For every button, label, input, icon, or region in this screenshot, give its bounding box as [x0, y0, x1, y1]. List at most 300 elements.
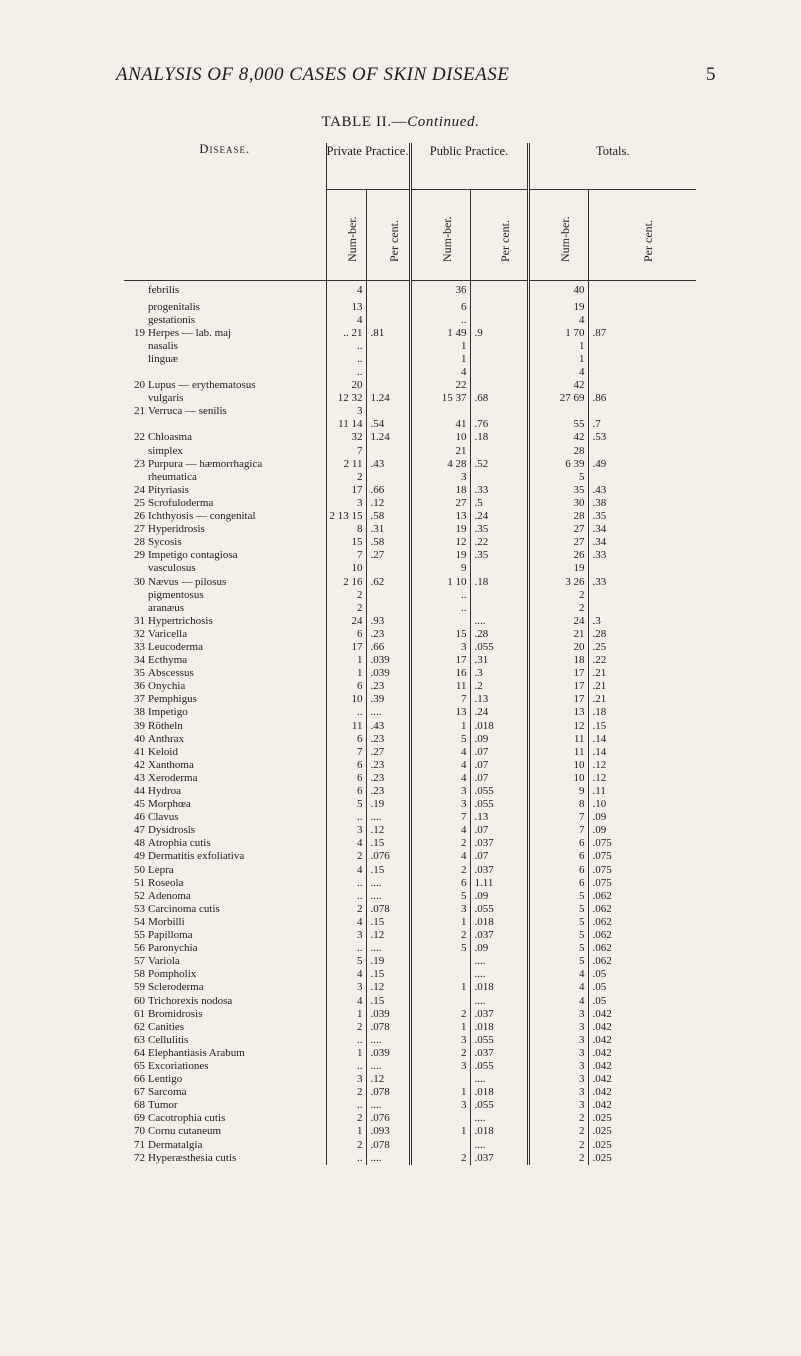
totals-percent: .34: [588, 523, 696, 536]
public-percent: .68: [470, 392, 528, 405]
private-percent: .81: [366, 327, 410, 340]
public-percent: [470, 340, 528, 353]
public-number: 18: [410, 484, 470, 497]
table-row: [124, 628, 696, 641]
disease-name: Keloid: [148, 745, 178, 758]
public-number: 5: [410, 942, 470, 955]
row-number: 37: [134, 693, 145, 706]
disease-name: Papilloma: [148, 929, 193, 942]
private-number: 7: [326, 445, 366, 458]
public-number: 13: [410, 510, 470, 523]
header-totals: Totals.: [528, 143, 696, 190]
public-percent: ....: [470, 994, 528, 1007]
public-number: [410, 405, 470, 418]
totals-percent: [588, 562, 696, 575]
disease-name: Abscessus: [148, 667, 194, 680]
table-row: [124, 562, 696, 575]
row-number: [124, 602, 148, 615]
disease-name: vasculosus: [148, 562, 196, 575]
disease-name: Varicella: [148, 627, 188, 640]
disease-name: Variola: [148, 955, 180, 968]
public-percent: .18: [470, 575, 528, 588]
private-number: ..: [326, 942, 366, 955]
private-number: 24: [326, 615, 366, 628]
table-row: [124, 824, 696, 837]
totals-percent: [588, 471, 696, 484]
private-percent: ....: [366, 706, 410, 719]
private-percent: .12: [366, 981, 410, 994]
totals-number: 28: [528, 445, 588, 458]
disease-name: Excoriationes: [148, 1059, 209, 1072]
table-row: [124, 471, 696, 484]
public-number: 4: [410, 746, 470, 759]
public-number: 3: [410, 785, 470, 798]
public-percent: .055: [470, 1099, 528, 1112]
disease-name: Lentigo: [148, 1073, 183, 1086]
row-number: 64: [134, 1046, 145, 1059]
header-public-percent: Per cent.: [470, 190, 528, 281]
totals-number: 3 26: [528, 575, 588, 588]
table-row: [124, 942, 696, 955]
disease-name: Roseola: [148, 876, 184, 889]
table-row: [124, 1034, 696, 1047]
header-disease: Disease.: [124, 143, 326, 281]
table-row: [124, 981, 696, 994]
private-number: 1: [326, 1047, 366, 1060]
disease-name: Herpes — lab. maj: [148, 326, 232, 339]
disease-name: Chloasma: [148, 431, 192, 444]
public-percent: .09: [470, 942, 528, 955]
private-percent: .076: [366, 850, 410, 863]
table-row: [124, 680, 696, 693]
private-percent: .23: [366, 733, 410, 746]
public-number: ..: [410, 602, 470, 615]
totals-number: 28: [528, 510, 588, 523]
disease-table: [124, 143, 696, 1165]
row-number: [124, 392, 148, 405]
disease-name: Dysidrosis: [148, 824, 196, 837]
public-number: [410, 994, 470, 1007]
totals-percent: .09: [588, 824, 696, 837]
private-number: 4: [326, 281, 366, 301]
disease-name: Purpura — hæmorrhagica: [148, 457, 263, 470]
totals-number: 7: [528, 811, 588, 824]
public-percent: .07: [470, 850, 528, 863]
totals-percent: .86: [588, 392, 696, 405]
totals-percent: .075: [588, 850, 696, 863]
row-number: 20: [134, 379, 145, 392]
disease-name: Hydroa: [148, 785, 181, 798]
row-number: [124, 353, 148, 366]
private-number: 1: [326, 654, 366, 667]
row-number: 35: [134, 667, 145, 680]
private-number: 3: [326, 929, 366, 942]
totals-number: 1 70: [528, 327, 588, 340]
public-number: 15 37: [410, 392, 470, 405]
totals-number: 17: [528, 680, 588, 693]
private-percent: [366, 379, 410, 392]
totals-percent: .025: [588, 1112, 696, 1125]
table-row: [124, 379, 696, 392]
public-number: 2: [410, 1047, 470, 1060]
header-totals-number: Num-ber.: [528, 190, 588, 281]
totals-percent: .38: [588, 497, 696, 510]
public-percent: [470, 314, 528, 327]
public-percent: [470, 301, 528, 314]
disease-name: Rötheln: [148, 719, 183, 732]
public-percent: [470, 589, 528, 602]
row-number: 67: [134, 1086, 145, 1099]
totals-number: 3: [528, 1060, 588, 1073]
private-percent: [366, 366, 410, 379]
row-number: [124, 366, 148, 379]
private-percent: .43: [366, 720, 410, 733]
totals-percent: .15: [588, 720, 696, 733]
row-number: 65: [134, 1059, 145, 1072]
public-number: [410, 968, 470, 981]
row-number: 23: [134, 457, 145, 470]
header-private: Private Practice.: [326, 143, 410, 190]
private-number: 2: [326, 1139, 366, 1152]
private-number: 2: [326, 1086, 366, 1099]
totals-number: 12: [528, 720, 588, 733]
table-row: [124, 1112, 696, 1125]
table-row: [124, 811, 696, 824]
totals-number: 9: [528, 785, 588, 798]
table-row: [124, 877, 696, 890]
disease-name: Scleroderma: [148, 981, 204, 994]
public-percent: ....: [470, 955, 528, 968]
row-number: [124, 314, 148, 327]
row-number: 28: [134, 536, 145, 549]
disease-name: Hyperæsthesia cutis: [148, 1151, 237, 1164]
private-percent: .15: [366, 994, 410, 1007]
totals-number: 3: [528, 1008, 588, 1021]
row-number: 22: [134, 431, 145, 444]
table-row: [124, 785, 696, 798]
totals-number: 6 39: [528, 458, 588, 471]
table-row: [124, 431, 696, 444]
public-percent: .9: [470, 327, 528, 340]
private-number: 10: [326, 562, 366, 575]
disease-name: Atrophia cutis: [148, 837, 211, 850]
row-number: 32: [134, 627, 145, 640]
public-percent: .09: [470, 733, 528, 746]
public-percent: .018: [470, 720, 528, 733]
public-number: 1: [410, 1125, 470, 1138]
disease-name: Nævus — pilosus: [148, 575, 227, 588]
disease-name: Tumor: [148, 1099, 178, 1112]
disease-name: Xeroderma: [148, 771, 198, 784]
public-number: 6: [410, 877, 470, 890]
row-number: [124, 340, 148, 353]
totals-number: 2: [528, 589, 588, 602]
totals-percent: .7: [588, 418, 696, 431]
totals-percent: .11: [588, 785, 696, 798]
totals-number: 4: [528, 314, 588, 327]
private-percent: .039: [366, 667, 410, 680]
totals-number: 42: [528, 431, 588, 444]
public-percent: .018: [470, 1125, 528, 1138]
private-percent: ....: [366, 811, 410, 824]
disease-name: Anthrax: [148, 732, 185, 745]
table-row: [124, 850, 696, 863]
row-number: 40: [134, 732, 145, 745]
table-row: [124, 327, 696, 340]
public-percent: .037: [470, 929, 528, 942]
private-number: ..: [326, 706, 366, 719]
public-percent: .3: [470, 667, 528, 680]
public-number: 21: [410, 445, 470, 458]
disease-name: Dermatalgia: [148, 1138, 203, 1151]
private-percent: [366, 562, 410, 575]
totals-number: 4: [528, 366, 588, 379]
table-row: [124, 1125, 696, 1138]
private-percent: .43: [366, 458, 410, 471]
disease-name: rheumatica: [148, 470, 197, 483]
disease-name: [148, 418, 326, 431]
row-number: 46: [134, 811, 145, 824]
totals-percent: .21: [588, 680, 696, 693]
row-number: [124, 301, 148, 314]
public-number: 15: [410, 628, 470, 641]
totals-percent: .05: [588, 981, 696, 994]
private-percent: .078: [366, 1139, 410, 1152]
table-row: [124, 366, 696, 379]
row-number: [124, 589, 148, 602]
row-number: 50: [134, 863, 145, 876]
disease-name: Elephantiasis Arabum: [148, 1046, 245, 1059]
table-row: [124, 955, 696, 968]
disease-name: Sycosis: [148, 536, 182, 549]
row-number: 62: [134, 1020, 145, 1033]
public-percent: .2: [470, 680, 528, 693]
private-percent: [366, 405, 410, 418]
row-number: [124, 445, 148, 458]
table-row: [124, 733, 696, 746]
disease-name: Canities: [148, 1020, 185, 1033]
public-number: 3: [410, 1099, 470, 1112]
private-number: 8: [326, 523, 366, 536]
row-number: 63: [134, 1033, 145, 1046]
private-percent: .66: [366, 484, 410, 497]
public-percent: .055: [470, 1060, 528, 1073]
public-number: 16: [410, 667, 470, 680]
public-number: 4: [410, 772, 470, 785]
disease-name: Paronychia: [148, 942, 198, 955]
public-number: ..: [410, 314, 470, 327]
private-percent: .039: [366, 654, 410, 667]
totals-number: 5: [528, 890, 588, 903]
disease-name: simplex: [148, 444, 183, 457]
totals-percent: .18: [588, 706, 696, 719]
private-number: ..: [326, 353, 366, 366]
public-percent: ....: [470, 615, 528, 628]
table-row: [124, 589, 696, 602]
private-number: 2: [326, 589, 366, 602]
public-number: 2: [410, 929, 470, 942]
totals-percent: .33: [588, 575, 696, 588]
totals-number: 27 69: [528, 392, 588, 405]
disease-name: Cornu cutaneum: [148, 1125, 222, 1138]
table-row: [124, 353, 696, 366]
public-percent: ....: [470, 968, 528, 981]
private-percent: .078: [366, 903, 410, 916]
disease-name: Bromidrosis: [148, 1007, 203, 1020]
public-percent: .055: [470, 641, 528, 654]
totals-percent: .042: [588, 1073, 696, 1086]
totals-percent: .062: [588, 942, 696, 955]
public-percent: .037: [470, 1152, 528, 1165]
public-percent: .018: [470, 1086, 528, 1099]
row-number: 54: [134, 915, 145, 928]
disease-name: Cacotrophia cutis: [148, 1112, 226, 1125]
row-number: 41: [134, 745, 145, 758]
private-number: 10: [326, 693, 366, 706]
public-percent: .52: [470, 458, 528, 471]
public-number: 1: [410, 720, 470, 733]
running-head: [116, 64, 716, 86]
private-number: 2: [326, 602, 366, 615]
public-percent: .33: [470, 484, 528, 497]
public-percent: .18: [470, 431, 528, 444]
private-percent: 1.24: [366, 431, 410, 444]
public-number: 6: [410, 301, 470, 314]
private-percent: ....: [366, 1034, 410, 1047]
totals-number: 13: [528, 706, 588, 719]
totals-percent: .042: [588, 1060, 696, 1073]
public-percent: .037: [470, 1047, 528, 1060]
totals-number: 5: [528, 929, 588, 942]
disease-name: nasalis: [148, 339, 178, 352]
totals-percent: .49: [588, 458, 696, 471]
caption-suffix: Continued.: [407, 114, 480, 130]
public-percent: .037: [470, 837, 528, 850]
table-row: [124, 903, 696, 916]
header-private-number: Num-ber.: [326, 190, 366, 281]
row-number: 69: [134, 1112, 145, 1125]
totals-number: 26: [528, 549, 588, 562]
totals-percent: .14: [588, 746, 696, 759]
totals-percent: .28: [588, 628, 696, 641]
totals-number: 3: [528, 1047, 588, 1060]
totals-percent: .042: [588, 1034, 696, 1047]
public-percent: ....: [470, 1112, 528, 1125]
public-number: [410, 955, 470, 968]
row-number: 39: [134, 719, 145, 732]
private-percent: .19: [366, 798, 410, 811]
private-percent: .27: [366, 746, 410, 759]
row-number: 31: [134, 614, 145, 627]
table-row: [124, 1073, 696, 1086]
public-percent: .037: [470, 864, 528, 877]
private-percent: [366, 353, 410, 366]
disease-name: Clavus: [148, 811, 179, 824]
private-number: 7: [326, 746, 366, 759]
disease-name: pigmentosus: [148, 588, 204, 601]
public-percent: .24: [470, 510, 528, 523]
totals-number: 10: [528, 772, 588, 785]
public-number: 41: [410, 418, 470, 431]
row-number: 60: [134, 994, 145, 1007]
private-number: ..: [326, 890, 366, 903]
public-number: [410, 1139, 470, 1152]
table-row: [124, 641, 696, 654]
totals-number: 3: [528, 1099, 588, 1112]
totals-number: 4: [528, 994, 588, 1007]
private-percent: .39: [366, 693, 410, 706]
totals-percent: .025: [588, 1125, 696, 1138]
public-number: 2: [410, 1152, 470, 1165]
private-number: ..: [326, 366, 366, 379]
private-percent: .039: [366, 1047, 410, 1060]
totals-percent: .075: [588, 864, 696, 877]
totals-number: 11: [528, 733, 588, 746]
header-private-percent: Per cent.: [366, 190, 410, 281]
totals-percent: .062: [588, 929, 696, 942]
totals-number: 40: [528, 281, 588, 301]
private-percent: .039: [366, 1008, 410, 1021]
private-number: 1: [326, 667, 366, 680]
private-number: 2: [326, 1021, 366, 1034]
totals-percent: [588, 281, 696, 301]
row-number: 30: [134, 575, 145, 588]
table-row: [124, 890, 696, 903]
disease-name: Onychia: [148, 680, 186, 693]
private-number: 4: [326, 314, 366, 327]
totals-percent: [588, 314, 696, 327]
public-percent: .018: [470, 1021, 528, 1034]
private-percent: .58: [366, 536, 410, 549]
table-row: [124, 1152, 696, 1165]
private-number: 11: [326, 720, 366, 733]
private-percent: .12: [366, 497, 410, 510]
private-number: .. 21: [326, 327, 366, 340]
private-percent: .12: [366, 929, 410, 942]
private-number: ..: [326, 1152, 366, 1165]
disease-name: Xanthoma: [148, 758, 194, 771]
private-number: 1: [326, 1125, 366, 1138]
public-number: 1: [410, 340, 470, 353]
row-number: [124, 281, 148, 301]
table-row: [124, 654, 696, 667]
totals-number: 5: [528, 942, 588, 955]
public-number: 2: [410, 1008, 470, 1021]
row-number: 57: [134, 955, 145, 968]
row-number: 71: [134, 1138, 145, 1151]
table-row: [124, 575, 696, 588]
row-number: 36: [134, 680, 145, 693]
totals-number: 21: [528, 628, 588, 641]
public-number: 4: [410, 824, 470, 837]
public-number: 3: [410, 1034, 470, 1047]
totals-percent: [588, 340, 696, 353]
private-number: 6: [326, 772, 366, 785]
public-number: 1: [410, 1086, 470, 1099]
row-number: 61: [134, 1007, 145, 1020]
public-percent: [470, 366, 528, 379]
public-number: 4: [410, 366, 470, 379]
private-percent: ....: [366, 1152, 410, 1165]
table-row: [124, 301, 696, 314]
public-percent: [470, 281, 528, 301]
public-percent: .31: [470, 654, 528, 667]
disease-name: Lupus — erythematosus: [148, 379, 256, 392]
public-percent: .07: [470, 746, 528, 759]
private-number: 6: [326, 680, 366, 693]
totals-percent: .042: [588, 1099, 696, 1112]
private-number: 1: [326, 1008, 366, 1021]
